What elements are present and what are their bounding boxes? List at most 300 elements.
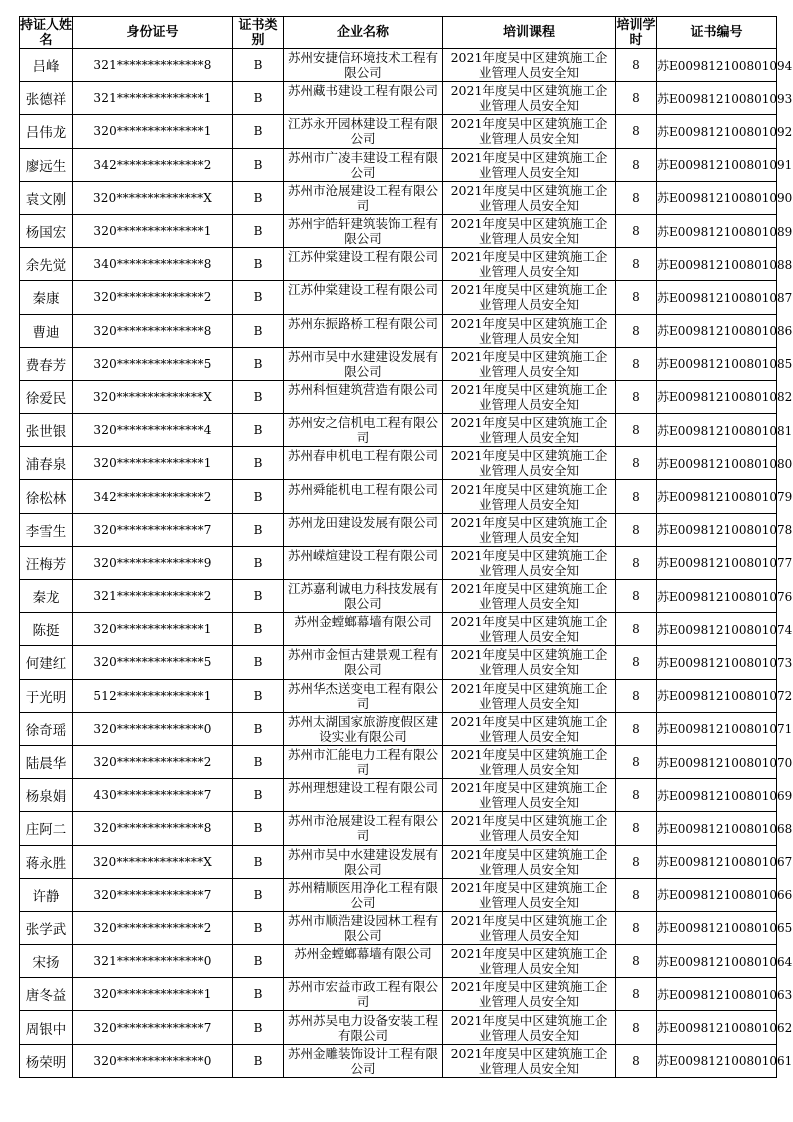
cell-cert-number: 苏E009812100801071 [657,712,777,745]
cell-course-text: 2021年度吴中区建筑施工企业管理人员安全知 [450,216,608,247]
cell-company-text: 苏州春申机电工程有限公司 [287,448,438,464]
cell-id-number: 320**************0 [73,1044,233,1077]
cell-company [284,181,443,214]
cell-course [443,779,616,812]
cell-company-text: 苏州嵘煊建设工程有限公司 [287,547,438,563]
cell-course-text: 2021年度吴中区建筑施工企业管理人员安全知 [450,381,608,412]
cell-cert-number: 苏E009812100801067 [657,845,777,878]
cell-cert-class: B [233,513,284,546]
cell-company [284,1011,443,1044]
cell-hours: 8 [616,878,657,911]
cell-cert-number: 苏E009812100801081 [657,414,777,447]
cell-company [284,911,443,944]
cell-cert-number: 苏E009812100801061 [657,1044,777,1077]
cell-company [284,49,443,82]
cell-cert-number: 苏E009812100801087 [657,281,777,314]
cell-id-number: 320**************5 [73,646,233,679]
cell-cert-number: 苏E009812100801088 [657,248,777,281]
cell-id-number: 320**************2 [73,281,233,314]
cell-name: 徐奇瑶 [20,712,73,745]
certificate-table [19,16,793,1078]
cell-cert-class: B [233,779,284,812]
table-row [20,978,777,1011]
cell-name: 蒋永胜 [20,845,73,878]
cell-course [443,214,616,247]
cell-cert-number: 苏E009812100801062 [657,1011,777,1044]
cell-course [443,248,616,281]
cell-cert-number: 苏E009812100801074 [657,613,777,646]
table-row [20,380,777,413]
cell-id-number: 340**************8 [73,248,233,281]
table-row [20,49,777,82]
cell-id-number: 320**************7 [73,513,233,546]
cell-company-text: 苏州宇皓轩建筑装饰工程有限公司 [287,216,438,247]
cell-course-text: 2021年度吴中区建筑施工企业管理人员安全知 [450,547,608,578]
cell-cert-class: B [233,812,284,845]
cell-hours: 8 [616,148,657,181]
cell-company [284,878,443,911]
cell-name: 张德祥 [20,82,73,115]
cell-company [284,82,443,115]
cell-company-text: 苏州市沧展建设工程有限公司 [287,182,438,213]
cell-company [284,214,443,247]
cell-hours: 8 [616,82,657,115]
cell-cert-class: B [233,115,284,148]
cell-hours: 8 [616,1044,657,1077]
header-course: 培训课程 [443,17,616,49]
table-row [20,779,777,812]
cell-hours: 8 [616,546,657,579]
cell-name: 陆晨华 [20,745,73,778]
cell-company-text: 江苏永开园林建设工程有限公司 [287,116,438,147]
cell-hours: 8 [616,1011,657,1044]
cell-company-text: 江苏仲棠建设工程有限公司 [287,282,438,298]
cell-cert-class: B [233,214,284,247]
cell-hours: 8 [616,580,657,613]
cell-course-text: 2021年度吴中区建筑施工企业管理人员安全知 [450,879,608,910]
cell-id-number: 320**************8 [73,314,233,347]
cell-name: 余先觉 [20,248,73,281]
cell-company-text: 苏州市汇能电力工程有限公司 [287,747,438,778]
cell-company [284,812,443,845]
cell-name: 秦康 [20,281,73,314]
cell-name: 张学武 [20,911,73,944]
cell-hours: 8 [616,945,657,978]
cell-id-number: 320**************1 [73,978,233,1011]
table-row [20,1044,777,1077]
cell-company [284,314,443,347]
cell-cert-number: 苏E009812100801072 [657,679,777,712]
cell-hours: 8 [616,779,657,812]
cell-cert-number: 苏E009812100801063 [657,978,777,1011]
cell-course-text: 2021年度吴中区建筑施工企业管理人员安全知 [450,50,608,81]
cell-company [284,845,443,878]
cell-hours: 8 [616,911,657,944]
cell-course-text: 2021年度吴中区建筑施工企业管理人员安全知 [450,614,608,645]
cell-name: 汪梅芳 [20,546,73,579]
cell-id-number: 321**************2 [73,580,233,613]
cell-hours: 8 [616,115,657,148]
table-row [20,82,777,115]
cell-course [443,945,616,978]
cell-cert-number: 苏E009812100801093 [657,82,777,115]
header-cert-no: 证书编号 [657,17,777,49]
cell-hours: 8 [616,281,657,314]
cell-course [443,1011,616,1044]
cell-course-text: 2021年度吴中区建筑施工企业管理人员安全知 [450,1045,608,1076]
cell-cert-number: 苏E009812100801091 [657,148,777,181]
cell-cert-number: 苏E009812100801064 [657,945,777,978]
cell-cert-number: 苏E009812100801086 [657,314,777,347]
cell-course [443,712,616,745]
cell-hours: 8 [616,845,657,878]
header-company: 企业名称 [284,17,443,49]
cell-company [284,613,443,646]
cell-id-number: 321**************8 [73,49,233,82]
cell-cert-class: B [233,314,284,347]
table-row [20,181,777,214]
cell-cert-class: B [233,945,284,978]
cell-id-number: 320**************1 [73,214,233,247]
cell-cert-number: 苏E009812100801092 [657,115,777,148]
cell-cert-class: B [233,745,284,778]
cell-hours: 8 [616,513,657,546]
cell-name: 浦春泉 [20,447,73,480]
cell-cert-number: 苏E009812100801078 [657,513,777,546]
table-row [20,878,777,911]
cell-course-text: 2021年度吴中区建筑施工企业管理人员安全知 [450,249,608,280]
cell-id-number: 320**************2 [73,745,233,778]
cell-course [443,513,616,546]
cell-id-number: 321**************0 [73,945,233,978]
cell-company [284,447,443,480]
cell-course-text: 2021年度吴中区建筑施工企业管理人员安全知 [450,415,608,446]
cell-name: 陈挺 [20,613,73,646]
table-row [20,115,777,148]
cell-cert-number: 苏E009812100801073 [657,646,777,679]
cell-id-number: 320**************1 [73,115,233,148]
table-row [20,712,777,745]
cell-hours: 8 [616,248,657,281]
cell-id-number: 320**************X [73,380,233,413]
header-row [20,17,777,49]
cell-company-text: 苏州精顺医用净化工程有限公司 [287,879,438,910]
cell-company-text: 苏州藏书建设工程有限公司 [287,83,438,99]
table-row [20,845,777,878]
cell-course [443,115,616,148]
cell-hours: 8 [616,447,657,480]
cell-course-text: 2021年度吴中区建筑施工企业管理人员安全知 [450,713,608,744]
cell-company [284,248,443,281]
cell-id-number: 320**************2 [73,911,233,944]
cell-course [443,148,616,181]
cell-company-text: 苏州市顺浩建设园林工程有限公司 [287,912,438,943]
cell-company [284,281,443,314]
cell-cert-number: 苏E009812100801069 [657,779,777,812]
cell-cert-class: B [233,712,284,745]
cell-cert-number: 苏E009812100801077 [657,546,777,579]
cell-name: 杨国宏 [20,214,73,247]
cell-course-text: 2021年度吴中区建筑施工企业管理人员安全知 [450,182,608,213]
cell-cert-class: B [233,978,284,1011]
cell-course [443,911,616,944]
table-row [20,745,777,778]
cell-cert-number: 苏E009812100801080 [657,447,777,480]
cell-course-text: 2021年度吴中区建筑施工企业管理人员安全知 [450,846,608,877]
cell-course [443,878,616,911]
cell-company-text: 苏州市吴中水建建设发展有限公司 [287,846,438,877]
cell-course-text: 2021年度吴中区建筑施工企业管理人员安全知 [450,979,608,1010]
cell-course-text: 2021年度吴中区建筑施工企业管理人员安全知 [450,315,608,346]
cell-name: 吕伟龙 [20,115,73,148]
cell-company [284,646,443,679]
cell-name: 于光明 [20,679,73,712]
cell-company-text: 苏州舜能机电工程有限公司 [287,481,438,497]
cell-company-text: 苏州金螳螂幕墙有限公司 [294,946,432,962]
cell-course [443,82,616,115]
cell-cert-class: B [233,281,284,314]
table-row [20,314,777,347]
cell-course [443,414,616,447]
cell-company [284,779,443,812]
cell-company-text: 苏州理想建设工程有限公司 [287,780,438,796]
cell-cert-class: B [233,82,284,115]
cell-name: 周银中 [20,1011,73,1044]
cell-company [284,513,443,546]
table-row [20,646,777,679]
cell-cert-class: B [233,480,284,513]
cell-company [284,712,443,745]
cell-course [443,480,616,513]
cell-company-text: 苏州市宏益市政工程有限公司 [287,979,438,1010]
cell-company-text: 苏州市广凌丰建设工程有限公司 [287,149,438,180]
table-body [20,49,793,1078]
cell-cert-number: 苏E009812100801068 [657,812,777,845]
table-row [20,447,777,480]
cell-cert-class: B [233,414,284,447]
cell-course [443,1044,616,1077]
cell-company-text: 苏州金雕装饰设计工程有限公司 [287,1045,438,1076]
cell-name: 曹迪 [20,314,73,347]
cell-company-text: 江苏仲棠建设工程有限公司 [287,249,438,265]
table-row [20,281,777,314]
cell-id-number: 342**************2 [73,148,233,181]
cell-cert-class: B [233,380,284,413]
cell-course-text: 2021年度吴中区建筑施工企业管理人员安全知 [450,780,608,811]
cell-course [443,380,616,413]
cell-company-text: 苏州科恒建筑营造有限公司 [287,381,438,397]
cell-course-text: 2021年度吴中区建筑施工企业管理人员安全知 [450,680,608,711]
cell-cert-class: B [233,447,284,480]
cell-company-text: 苏州苏吴电力设备安装工程有限公司 [287,1012,438,1043]
cell-company-text: 苏州东振路桥工程有限公司 [287,315,438,331]
cell-course-text: 2021年度吴中区建筑施工企业管理人员安全知 [450,946,608,977]
cell-cert-number: 苏E009812100801089 [657,214,777,247]
cell-name: 庄阿二 [20,812,73,845]
cell-cert-class: B [233,248,284,281]
cell-name: 秦龙 [20,580,73,613]
cell-name: 宋扬 [20,945,73,978]
cell-cert-number: 苏E009812100801079 [657,480,777,513]
cell-course [443,745,616,778]
cell-cert-class: B [233,181,284,214]
cell-company [284,480,443,513]
cell-hours: 8 [616,812,657,845]
cell-company-text: 苏州市金恒古建景观工程有限公司 [287,647,438,678]
cell-course-text: 2021年度吴中区建筑施工企业管理人员安全知 [450,514,608,545]
cell-course [443,546,616,579]
cell-hours: 8 [616,380,657,413]
table-row [20,513,777,546]
table-row [20,546,777,579]
cell-cert-number: 苏E009812100801094 [657,49,777,82]
cell-cert-class: B [233,1044,284,1077]
cell-id-number: 321**************1 [73,82,233,115]
cell-course [443,447,616,480]
header-cert-class: 证书类别 [233,17,284,49]
cell-company-text: 苏州安捷信环境技术工程有限公司 [287,50,438,81]
cell-cert-number: 苏E009812100801066 [657,878,777,911]
cell-company-text: 苏州市沧展建设工程有限公司 [287,813,438,844]
table-row [20,248,777,281]
table-row [20,613,777,646]
cell-name: 李雪生 [20,513,73,546]
header-hours: 培训学时 [616,17,656,48]
cell-cert-number: 苏E009812100801090 [657,181,777,214]
cell-id-number: 320**************X [73,181,233,214]
cell-cert-class: B [233,347,284,380]
cell-course-text: 2021年度吴中区建筑施工企业管理人员安全知 [450,348,608,379]
cell-course-text: 2021年度吴中区建筑施工企业管理人员安全知 [450,282,608,313]
cell-cert-class: B [233,878,284,911]
cell-course [443,314,616,347]
cell-hours: 8 [616,480,657,513]
cell-company [284,580,443,613]
cell-company [284,978,443,1011]
cell-hours: 8 [616,978,657,1011]
cell-course [443,347,616,380]
cell-course [443,812,616,845]
cell-name: 费春芳 [20,347,73,380]
cell-hours: 8 [616,314,657,347]
cell-id-number: 320**************4 [73,414,233,447]
cell-cert-class: B [233,546,284,579]
table-row [20,148,777,181]
table-row [20,911,777,944]
cell-name: 廖远生 [20,148,73,181]
cell-course-text: 2021年度吴中区建筑施工企业管理人员安全知 [450,647,608,678]
cell-cert-number: 苏E009812100801065 [657,911,777,944]
table-row [20,1011,777,1044]
cell-name: 何建红 [20,646,73,679]
cell-id-number: 320**************1 [73,447,233,480]
cell-name: 袁文刚 [20,181,73,214]
cell-course [443,679,616,712]
header-id: 身份证号 [73,17,233,49]
cell-company [284,148,443,181]
cell-name: 张世银 [20,414,73,447]
cell-course [443,281,616,314]
cell-hours: 8 [616,646,657,679]
cell-hours: 8 [616,679,657,712]
cell-id-number: 320**************8 [73,812,233,845]
cell-name: 吕峰 [20,49,73,82]
cell-company [284,380,443,413]
cell-course-text: 2021年度吴中区建筑施工企业管理人员安全知 [450,581,608,612]
cell-cert-class: B [233,646,284,679]
cell-course-text: 2021年度吴中区建筑施工企业管理人员安全知 [450,83,608,114]
cell-company-text: 苏州太湖国家旅游度假区建设实业有限公司 [287,713,438,744]
cell-cert-class: B [233,580,284,613]
cell-cert-number: 苏E009812100801076 [657,580,777,613]
table-row [20,812,777,845]
cell-name: 杨荣明 [20,1044,73,1077]
cell-course-text: 2021年度吴中区建筑施工企业管理人员安全知 [450,747,608,778]
cell-id-number: 320**************0 [73,712,233,745]
header-name: 持证人姓名 [20,17,73,48]
cell-course-text: 2021年度吴中区建筑施工企业管理人员安全知 [450,1012,608,1043]
cell-hours: 8 [616,181,657,214]
cell-company-text: 江苏嘉利诚电力科技发展有限公司 [287,581,438,612]
table-row [20,414,777,447]
cell-id-number: 512**************1 [73,679,233,712]
cell-cert-class: B [233,49,284,82]
cell-cert-class: B [233,613,284,646]
cell-company-text: 苏州市吴中水建建设发展有限公司 [287,348,438,379]
table-row [20,679,777,712]
cell-company-text: 苏州金螳螂幕墙有限公司 [294,614,432,630]
cell-cert-class: B [233,911,284,944]
cell-company-text: 苏州龙田建设发展有限公司 [287,514,438,530]
cell-course [443,49,616,82]
cell-id-number: 320**************X [73,845,233,878]
cell-hours: 8 [616,214,657,247]
cell-cert-class: B [233,679,284,712]
cell-id-number: 320**************9 [73,546,233,579]
table-row [20,480,777,513]
cell-hours: 8 [616,745,657,778]
certificate-table-container [19,16,793,1078]
cell-company-text: 苏州安之信机电工程有限公司 [287,415,438,446]
cell-course [443,613,616,646]
cell-course [443,181,616,214]
cell-company [284,745,443,778]
cell-id-number: 320**************7 [73,1011,233,1044]
cell-name: 徐爱民 [20,380,73,413]
cell-course-text: 2021年度吴中区建筑施工企业管理人员安全知 [450,116,608,147]
cell-cert-class: B [233,1011,284,1044]
table-row [20,945,777,978]
cell-company-text: 苏州华杰送变电工程有限公司 [287,680,438,711]
cell-hours: 8 [616,49,657,82]
cell-course [443,646,616,679]
table-row [20,214,777,247]
cell-course-text: 2021年度吴中区建筑施工企业管理人员安全知 [450,448,608,479]
cell-id-number: 320**************7 [73,878,233,911]
cell-course [443,978,616,1011]
cell-id-number: 430**************7 [73,779,233,812]
table-row [20,580,777,613]
cell-company [284,1044,443,1077]
cell-name: 唐冬益 [20,978,73,1011]
cell-company [284,414,443,447]
cell-cert-number: 苏E009812100801082 [657,380,777,413]
cell-name: 徐松林 [20,480,73,513]
cell-id-number: 320**************5 [73,347,233,380]
cell-course [443,580,616,613]
cell-name: 许静 [20,878,73,911]
cell-company [284,546,443,579]
